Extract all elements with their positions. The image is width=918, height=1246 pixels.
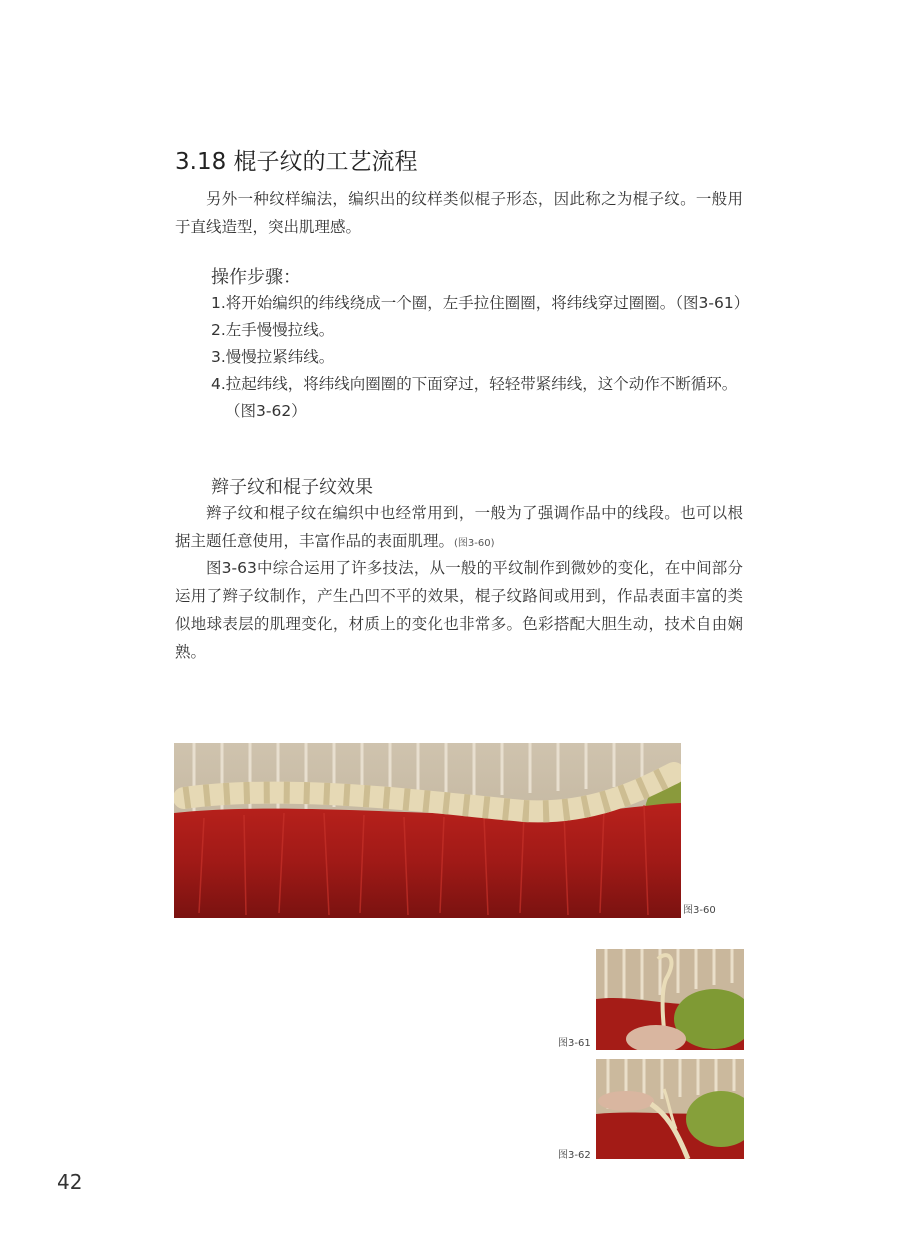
figure-3-62-photo: [596, 1059, 744, 1159]
steps-heading: 操作步骤：: [211, 267, 301, 288]
step-item: 3.慢慢拉紧纬线。: [211, 348, 335, 366]
effects-paragraph-1: [175, 499, 743, 558]
figure-3-61-caption: 图3-61: [558, 1038, 591, 1049]
figure-3-62-caption: 图3-62: [558, 1150, 591, 1161]
step-item: 4.拉起纬线，将纬线向圈圈的下面穿过，轻轻带紧纬线，这个动作不断循环。（图3-62）: [211, 375, 738, 420]
step-item: 1.将开始编织的纬线绕成一个圈，左手拉住圈圈，将纬线穿过圈圈。（图3-61）: [211, 294, 750, 312]
step-item: 2.左手慢慢拉线。: [211, 321, 335, 339]
steps-list: [211, 290, 751, 425]
effects-heading: 辫子纹和棍子纹效果: [211, 477, 373, 498]
figure-3-60-caption: 图3-60: [683, 905, 716, 916]
effects-paragraph-2: 图3-63中综合运用了许多技法，从一般的平纹制作到微妙的变化，在中间部分运用了辫子纹制作，产生凸凹不平的效果，棍子纹路间或用到，作品表面丰富的类似地球表层的肌理变化，材质上的变化也非常多。色彩搭配大胆生动，技术自由娴熟。: [175, 559, 743, 661]
figure-3-60-photo: [174, 743, 681, 918]
intro-paragraph: 另外一种纹样编法，编织出的纹样类似棍子形态，因此称之为棍子纹。一般用于直线造型，突出肌理感。: [175, 190, 743, 236]
figure-3-61-photo: [596, 949, 744, 1050]
effects-paragraph-1-text: 辫子纹和棍子纹在编织中也经常用到，一般为了强调作品中的线段。也可以根据主题任意使用，丰富作品的表面肌理。: [175, 504, 743, 550]
section-title: 3.18 棍子纹的工艺流程: [175, 149, 418, 175]
page-number: 42: [57, 1170, 83, 1194]
figure-reference: (图3-60): [454, 538, 495, 549]
